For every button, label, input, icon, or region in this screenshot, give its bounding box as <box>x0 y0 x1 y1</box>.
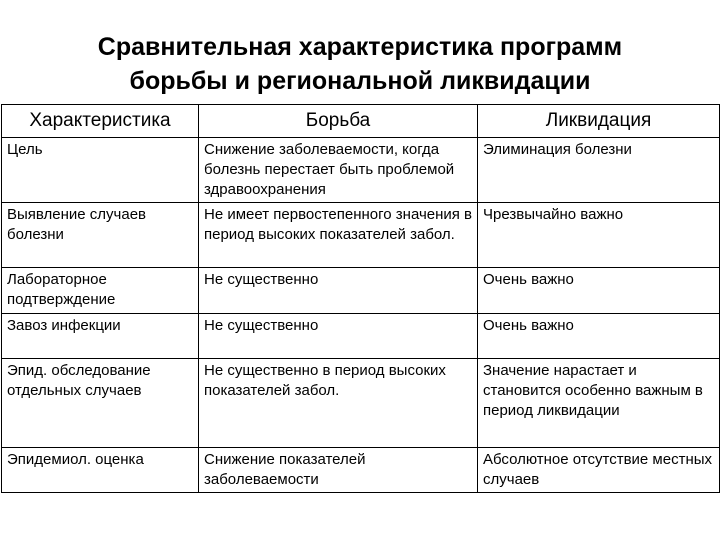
table-header-row <box>2 105 720 138</box>
cell-elimination: Элиминация болезни <box>478 138 720 203</box>
table-row <box>2 448 720 493</box>
cell-characteristic: Выявление случаев болезни <box>2 203 199 268</box>
cell-control: Не существенно <box>199 314 478 359</box>
table-row <box>2 268 720 314</box>
cell-elimination: Очень важно <box>478 314 720 359</box>
cell-control: Снижение показателей заболеваемости <box>199 448 478 493</box>
cell-control: Не имеет первостепенного значения в период высоких показателей забол. <box>199 203 478 268</box>
header-control: Борьба <box>199 105 478 138</box>
table-row <box>2 314 720 359</box>
cell-characteristic: Эпид. обследование отдельных случаев <box>2 359 199 448</box>
cell-characteristic: Эпидемиол. оценка <box>2 448 199 493</box>
table-row <box>2 138 720 203</box>
cell-control: Не существенно <box>199 268 478 314</box>
header-characteristic: Характеристика <box>2 105 199 138</box>
cell-characteristic: Цель <box>2 138 199 203</box>
slide-title <box>0 30 720 98</box>
cell-control: Не существенно в период высоких показателей забол. <box>199 359 478 448</box>
cell-characteristic: Завоз инфекции <box>2 314 199 359</box>
table-row <box>2 359 720 448</box>
cell-elimination: Чрезвычайно важно <box>478 203 720 268</box>
table-row <box>2 203 720 268</box>
comparison-table <box>1 104 720 493</box>
title-line-2: борьбы и региональной ликвидации <box>129 67 591 95</box>
header-elimination: Ликвидация <box>478 105 720 138</box>
cell-elimination: Абсолютное отсутствие местных случаев <box>478 448 720 493</box>
title-line-1: Сравнительная характеристика программ <box>97 33 623 61</box>
cell-characteristic: Лабораторное подтверждение <box>2 268 199 314</box>
cell-elimination: Значение нарастает и становится особенно важным в период ликвидации <box>478 359 720 448</box>
cell-elimination: Очень важно <box>478 268 720 314</box>
cell-control: Снижение заболеваемости, когда болезнь перестает быть проблемой здравоохранения <box>199 138 478 203</box>
